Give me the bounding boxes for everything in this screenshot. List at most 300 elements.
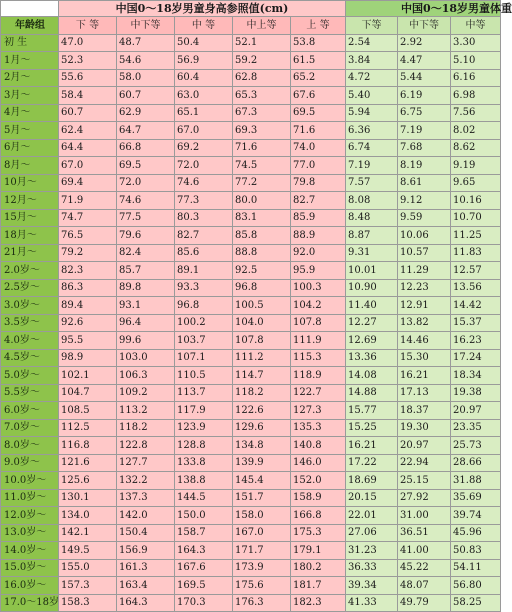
height-value-cell: 150.0 xyxy=(175,507,233,525)
height-value-cell: 60.7 xyxy=(59,104,117,122)
age-group-cell: 3.0岁～ xyxy=(1,297,59,315)
weight-value-cell: 31.23 xyxy=(346,542,398,560)
weight-value-cell: 13.36 xyxy=(346,349,398,367)
weight-value-cell: 16.23 xyxy=(451,332,501,350)
weight-value-cell: 9.65 xyxy=(451,174,501,192)
weight-value-cell: 10.90 xyxy=(346,279,398,297)
weight-value-cell: 13.82 xyxy=(398,314,451,332)
table-row xyxy=(1,559,501,577)
weight-value-cell: 5.94 xyxy=(346,104,398,122)
weight-value-cell: 2.92 xyxy=(398,34,451,52)
height-value-cell: 79.6 xyxy=(117,227,175,245)
height-value-cell: 63.0 xyxy=(175,87,233,105)
height-value-cell: 65.3 xyxy=(233,87,291,105)
height-value-cell: 122.8 xyxy=(117,437,175,455)
height-value-cell: 110.5 xyxy=(175,367,233,385)
height-value-cell: 100.5 xyxy=(233,297,291,315)
height-value-cell: 69.5 xyxy=(117,157,175,175)
weight-value-cell: 11.83 xyxy=(451,244,501,262)
height-value-cell: 89.1 xyxy=(175,262,233,280)
age-group-cell: 5.5岁～ xyxy=(1,384,59,402)
height-value-cell: 106.3 xyxy=(117,367,175,385)
weight-value-cell: 9.59 xyxy=(398,209,451,227)
height-value-cell: 118.2 xyxy=(233,384,291,402)
height-value-cell: 138.8 xyxy=(175,472,233,490)
height-value-cell: 93.1 xyxy=(117,297,175,315)
table-row xyxy=(1,34,501,52)
height-value-cell: 145.4 xyxy=(233,472,291,490)
height-value-cell: 116.8 xyxy=(59,437,117,455)
age-group-cell: 5月～ xyxy=(1,122,59,140)
table-row xyxy=(1,542,501,560)
height-value-cell: 47.0 xyxy=(59,34,117,52)
weight-value-cell: 39.34 xyxy=(346,577,398,595)
height-value-cell: 158.9 xyxy=(291,489,346,507)
weight-value-cell: 17.22 xyxy=(346,454,398,472)
weight-value-cell: 6.75 xyxy=(398,104,451,122)
height-value-cell: 67.0 xyxy=(175,122,233,140)
height-value-cell: 102.1 xyxy=(59,367,117,385)
weight-value-cell: 14.46 xyxy=(398,332,451,350)
height-value-cell: 111.2 xyxy=(233,349,291,367)
height-value-cell: 62.4 xyxy=(59,122,117,140)
table-row xyxy=(1,472,501,490)
table-row xyxy=(1,122,501,140)
height-value-cell: 74.6 xyxy=(175,174,233,192)
age-group-cell: 4.5岁～ xyxy=(1,349,59,367)
age-group-cell: 1月～ xyxy=(1,52,59,70)
weight-col-header: 中下等 xyxy=(398,17,451,35)
table-row xyxy=(1,244,501,262)
table-row xyxy=(1,52,501,70)
weight-value-cell: 15.25 xyxy=(346,419,398,437)
height-value-cell: 82.3 xyxy=(59,262,117,280)
height-value-cell: 161.3 xyxy=(117,559,175,577)
weight-value-cell: 36.51 xyxy=(398,524,451,542)
age-group-cell: 12.0岁～ xyxy=(1,507,59,525)
title-row xyxy=(1,1,501,17)
weight-value-cell: 9.31 xyxy=(346,244,398,262)
height-value-cell: 113.2 xyxy=(117,402,175,420)
weight-value-cell: 8.62 xyxy=(451,139,501,157)
height-value-cell: 118.2 xyxy=(117,419,175,437)
weight-value-cell: 13.56 xyxy=(451,279,501,297)
height-value-cell: 66.8 xyxy=(117,139,175,157)
height-value-cell: 67.0 xyxy=(59,157,117,175)
weight-value-cell: 11.25 xyxy=(451,227,501,245)
weight-value-cell: 25.15 xyxy=(398,472,451,490)
height-value-cell: 109.2 xyxy=(117,384,175,402)
table-row xyxy=(1,402,501,420)
age-group-cell: 4.0岁～ xyxy=(1,332,59,350)
weight-value-cell: 14.88 xyxy=(346,384,398,402)
height-value-cell: 67.3 xyxy=(233,104,291,122)
height-value-cell: 85.7 xyxy=(117,262,175,280)
height-value-cell: 104.0 xyxy=(233,314,291,332)
height-value-cell: 60.7 xyxy=(117,87,175,105)
height-value-cell: 79.8 xyxy=(291,174,346,192)
weight-value-cell: 6.98 xyxy=(451,87,501,105)
weight-value-cell: 49.79 xyxy=(398,594,451,612)
weight-value-cell: 11.29 xyxy=(398,262,451,280)
height-value-cell: 54.6 xyxy=(117,52,175,70)
height-value-cell: 62.8 xyxy=(233,69,291,87)
table-row xyxy=(1,577,501,595)
age-group-cell: 15.0岁～ xyxy=(1,559,59,577)
weight-value-cell: 3.84 xyxy=(346,52,398,70)
height-value-cell: 142.1 xyxy=(59,524,117,542)
height-value-cell: 65.1 xyxy=(175,104,233,122)
table-row xyxy=(1,437,501,455)
table-row xyxy=(1,594,501,612)
table-row xyxy=(1,332,501,350)
height-value-cell: 128.8 xyxy=(175,437,233,455)
age-group-cell: 16.0岁～ xyxy=(1,577,59,595)
height-value-cell: 104.2 xyxy=(291,297,346,315)
table-row xyxy=(1,139,501,157)
age-group-cell: 2.0岁～ xyxy=(1,262,59,280)
weight-value-cell: 54.11 xyxy=(451,559,501,577)
height-value-cell: 144.5 xyxy=(175,489,233,507)
height-value-cell: 114.7 xyxy=(233,367,291,385)
height-value-cell: 140.8 xyxy=(291,437,346,455)
height-value-cell: 132.2 xyxy=(117,472,175,490)
height-value-cell: 179.1 xyxy=(291,542,346,560)
weight-value-cell: 17.24 xyxy=(451,349,501,367)
height-value-cell: 173.9 xyxy=(233,559,291,577)
height-value-cell: 64.4 xyxy=(59,139,117,157)
height-value-cell: 69.3 xyxy=(233,122,291,140)
age-group-cell: 7.0岁～ xyxy=(1,419,59,437)
weight-value-cell: 8.87 xyxy=(346,227,398,245)
age-group-cell: 10.0岁～ xyxy=(1,472,59,490)
weight-value-cell: 6.74 xyxy=(346,139,398,157)
weight-value-cell: 10.70 xyxy=(451,209,501,227)
weight-value-cell: 7.57 xyxy=(346,174,398,192)
age-group-cell: 6月～ xyxy=(1,139,59,157)
height-value-cell: 55.6 xyxy=(59,69,117,87)
weight-value-cell: 58.25 xyxy=(451,594,501,612)
header-row xyxy=(1,17,501,35)
weight-value-cell: 48.07 xyxy=(398,577,451,595)
weight-value-cell: 31.88 xyxy=(451,472,501,490)
height-value-cell: 149.5 xyxy=(59,542,117,560)
age-group-cell: 15月～ xyxy=(1,209,59,227)
table-row xyxy=(1,192,501,210)
weight-value-cell: 4.72 xyxy=(346,69,398,87)
height-value-cell: 103.0 xyxy=(117,349,175,367)
table-row xyxy=(1,87,501,105)
height-value-cell: 117.9 xyxy=(175,402,233,420)
height-value-cell: 99.6 xyxy=(117,332,175,350)
height-value-cell: 107.8 xyxy=(233,332,291,350)
height-value-cell: 82.7 xyxy=(291,192,346,210)
height-value-cell: 107.1 xyxy=(175,349,233,367)
height-value-cell: 85.8 xyxy=(233,227,291,245)
table-row xyxy=(1,489,501,507)
weight-value-cell: 15.30 xyxy=(398,349,451,367)
weight-value-cell: 20.97 xyxy=(398,437,451,455)
weight-value-cell: 20.97 xyxy=(451,402,501,420)
height-value-cell: 111.9 xyxy=(291,332,346,350)
height-value-cell: 58.4 xyxy=(59,87,117,105)
weight-value-cell: 12.57 xyxy=(451,262,501,280)
height-value-cell: 53.8 xyxy=(291,34,346,52)
height-table-title: 中国0～18岁男童身高参照值(cm) xyxy=(59,1,346,17)
table-row xyxy=(1,157,501,175)
weight-value-cell: 45.96 xyxy=(451,524,501,542)
height-value-cell: 118.9 xyxy=(291,367,346,385)
weight-value-cell: 9.19 xyxy=(451,157,501,175)
height-value-cell: 158.3 xyxy=(59,594,117,612)
height-value-cell: 72.0 xyxy=(117,174,175,192)
height-value-cell: 69.2 xyxy=(175,139,233,157)
height-value-cell: 134.8 xyxy=(233,437,291,455)
weight-value-cell: 11.40 xyxy=(346,297,398,315)
weight-value-cell: 4.47 xyxy=(398,52,451,70)
weight-col-header: 下等 xyxy=(346,17,398,35)
height-value-cell: 72.0 xyxy=(175,157,233,175)
table-row xyxy=(1,69,501,87)
weight-value-cell: 8.61 xyxy=(398,174,451,192)
height-value-cell: 103.7 xyxy=(175,332,233,350)
height-value-cell: 125.6 xyxy=(59,472,117,490)
age-group-cell: 18月～ xyxy=(1,227,59,245)
height-value-cell: 77.2 xyxy=(233,174,291,192)
weight-value-cell: 5.44 xyxy=(398,69,451,87)
weight-value-cell: 7.56 xyxy=(451,104,501,122)
height-value-cell: 82.7 xyxy=(175,227,233,245)
weight-value-cell: 16.21 xyxy=(398,367,451,385)
age-group-cell: 3月～ xyxy=(1,87,59,105)
height-value-cell: 52.1 xyxy=(233,34,291,52)
weight-value-cell: 15.77 xyxy=(346,402,398,420)
age-group-cell: 2.5岁～ xyxy=(1,279,59,297)
height-value-cell: 134.0 xyxy=(59,507,117,525)
weight-value-cell: 19.30 xyxy=(398,419,451,437)
height-value-cell: 156.9 xyxy=(117,542,175,560)
height-value-cell: 62.9 xyxy=(117,104,175,122)
age-group-cell: 2月～ xyxy=(1,69,59,87)
height-value-cell: 146.0 xyxy=(291,454,346,472)
height-value-cell: 86.3 xyxy=(59,279,117,297)
height-value-cell: 142.0 xyxy=(117,507,175,525)
height-value-cell: 69.5 xyxy=(291,104,346,122)
weight-value-cell: 18.69 xyxy=(346,472,398,490)
height-value-cell: 48.7 xyxy=(117,34,175,52)
weight-value-cell: 8.48 xyxy=(346,209,398,227)
age-group-cell: 21月～ xyxy=(1,244,59,262)
weight-value-cell: 36.33 xyxy=(346,559,398,577)
height-value-cell: 76.5 xyxy=(59,227,117,245)
height-value-cell: 158.0 xyxy=(233,507,291,525)
height-value-cell: 96.4 xyxy=(117,314,175,332)
height-value-cell: 139.9 xyxy=(233,454,291,472)
height-value-cell: 152.0 xyxy=(291,472,346,490)
height-value-cell: 79.2 xyxy=(59,244,117,262)
age-group-cell: 11.0岁～ xyxy=(1,489,59,507)
height-value-cell: 176.3 xyxy=(233,594,291,612)
table-row xyxy=(1,419,501,437)
weight-value-cell: 10.06 xyxy=(398,227,451,245)
weight-value-cell: 6.19 xyxy=(398,87,451,105)
height-value-cell: 129.6 xyxy=(233,419,291,437)
weight-value-cell: 22.01 xyxy=(346,507,398,525)
weight-value-cell: 10.57 xyxy=(398,244,451,262)
height-col-header: 下 等 xyxy=(59,17,117,35)
age-group-cell: 6.0岁～ xyxy=(1,402,59,420)
height-value-cell: 92.6 xyxy=(59,314,117,332)
height-value-cell: 115.3 xyxy=(291,349,346,367)
height-value-cell: 151.7 xyxy=(233,489,291,507)
weight-value-cell: 17.13 xyxy=(398,384,451,402)
height-value-cell: 56.9 xyxy=(175,52,233,70)
weight-value-cell: 41.33 xyxy=(346,594,398,612)
weight-value-cell: 27.92 xyxy=(398,489,451,507)
age-group-cell: 14.0岁～ xyxy=(1,542,59,560)
weight-value-cell: 7.19 xyxy=(398,122,451,140)
height-value-cell: 107.8 xyxy=(291,314,346,332)
height-value-cell: 158.7 xyxy=(175,524,233,542)
table-row xyxy=(1,297,501,315)
height-value-cell: 166.8 xyxy=(291,507,346,525)
weight-value-cell: 45.22 xyxy=(398,559,451,577)
height-value-cell: 89.8 xyxy=(117,279,175,297)
height-value-cell: 112.5 xyxy=(59,419,117,437)
weight-value-cell: 28.66 xyxy=(451,454,501,472)
table-row xyxy=(1,279,501,297)
weight-value-cell: 8.19 xyxy=(398,157,451,175)
table-row xyxy=(1,349,501,367)
height-value-cell: 88.8 xyxy=(233,244,291,262)
table-row xyxy=(1,384,501,402)
height-value-cell: 164.3 xyxy=(175,542,233,560)
weight-value-cell: 8.02 xyxy=(451,122,501,140)
height-value-cell: 137.3 xyxy=(117,489,175,507)
table-row xyxy=(1,104,501,122)
height-value-cell: 104.7 xyxy=(59,384,117,402)
weight-table-title: 中国0～18岁男童体重 xyxy=(346,1,501,17)
table-body xyxy=(1,34,501,612)
weight-value-cell: 41.00 xyxy=(398,542,451,560)
height-value-cell: 95.5 xyxy=(59,332,117,350)
age-group-cell: 初 生 xyxy=(1,34,59,52)
height-value-cell: 64.7 xyxy=(117,122,175,140)
weight-value-cell: 18.34 xyxy=(451,367,501,385)
weight-value-cell: 6.16 xyxy=(451,69,501,87)
weight-value-cell: 7.68 xyxy=(398,139,451,157)
weight-value-cell: 39.74 xyxy=(451,507,501,525)
table-row xyxy=(1,314,501,332)
height-value-cell: 82.4 xyxy=(117,244,175,262)
height-value-cell: 74.0 xyxy=(291,139,346,157)
height-value-cell: 155.0 xyxy=(59,559,117,577)
weight-value-cell: 15.37 xyxy=(451,314,501,332)
table-row xyxy=(1,227,501,245)
height-col-header: 中 等 xyxy=(175,17,233,35)
table-row xyxy=(1,507,501,525)
weight-value-cell: 9.12 xyxy=(398,192,451,210)
height-value-cell: 121.6 xyxy=(59,454,117,472)
height-value-cell: 96.8 xyxy=(233,279,291,297)
height-value-cell: 113.7 xyxy=(175,384,233,402)
weight-value-cell: 12.23 xyxy=(398,279,451,297)
height-value-cell: 150.4 xyxy=(117,524,175,542)
height-value-cell: 127.3 xyxy=(291,402,346,420)
weight-value-cell: 3.30 xyxy=(451,34,501,52)
age-group-header: 年龄组 xyxy=(1,17,59,35)
weight-value-cell: 6.36 xyxy=(346,122,398,140)
height-value-cell: 77.5 xyxy=(117,209,175,227)
height-value-cell: 69.4 xyxy=(59,174,117,192)
weight-value-cell: 25.73 xyxy=(451,437,501,455)
table-row xyxy=(1,524,501,542)
height-value-cell: 108.5 xyxy=(59,402,117,420)
age-group-cell: 4月～ xyxy=(1,104,59,122)
height-value-cell: 92.0 xyxy=(291,244,346,262)
weight-value-cell: 14.08 xyxy=(346,367,398,385)
height-value-cell: 80.0 xyxy=(233,192,291,210)
height-value-cell: 122.7 xyxy=(291,384,346,402)
height-value-cell: 74.5 xyxy=(233,157,291,175)
weight-value-cell: 18.37 xyxy=(398,402,451,420)
height-value-cell: 100.2 xyxy=(175,314,233,332)
weight-col-header: 中等 xyxy=(451,17,501,35)
title-corner xyxy=(1,1,59,17)
height-value-cell: 122.6 xyxy=(233,402,291,420)
weight-value-cell: 5.10 xyxy=(451,52,501,70)
height-value-cell: 175.3 xyxy=(291,524,346,542)
weight-value-cell: 19.38 xyxy=(451,384,501,402)
weight-value-cell: 23.35 xyxy=(451,419,501,437)
weight-value-cell: 50.83 xyxy=(451,542,501,560)
height-value-cell: 167.0 xyxy=(233,524,291,542)
table-row xyxy=(1,262,501,280)
age-group-cell: 9.0岁～ xyxy=(1,454,59,472)
height-value-cell: 127.7 xyxy=(117,454,175,472)
height-value-cell: 85.9 xyxy=(291,209,346,227)
height-value-cell: 80.3 xyxy=(175,209,233,227)
weight-value-cell: 10.16 xyxy=(451,192,501,210)
height-value-cell: 74.7 xyxy=(59,209,117,227)
height-value-cell: 61.5 xyxy=(291,52,346,70)
height-value-cell: 71.9 xyxy=(59,192,117,210)
weight-value-cell: 56.80 xyxy=(451,577,501,595)
height-value-cell: 58.0 xyxy=(117,69,175,87)
age-group-cell: 5.0岁～ xyxy=(1,367,59,385)
height-value-cell: 71.6 xyxy=(291,122,346,140)
height-value-cell: 59.2 xyxy=(233,52,291,70)
height-value-cell: 175.6 xyxy=(233,577,291,595)
weight-value-cell: 12.69 xyxy=(346,332,398,350)
weight-value-cell: 22.94 xyxy=(398,454,451,472)
weight-value-cell: 12.91 xyxy=(398,297,451,315)
height-value-cell: 163.4 xyxy=(117,577,175,595)
weight-value-cell: 16.21 xyxy=(346,437,398,455)
height-value-cell: 50.4 xyxy=(175,34,233,52)
weight-value-cell: 14.42 xyxy=(451,297,501,315)
table-row xyxy=(1,209,501,227)
height-value-cell: 181.7 xyxy=(291,577,346,595)
age-group-cell: 12月～ xyxy=(1,192,59,210)
table-row xyxy=(1,174,501,192)
height-value-cell: 98.9 xyxy=(59,349,117,367)
height-value-cell: 169.5 xyxy=(175,577,233,595)
height-value-cell: 52.3 xyxy=(59,52,117,70)
height-value-cell: 170.3 xyxy=(175,594,233,612)
height-value-cell: 65.2 xyxy=(291,69,346,87)
height-value-cell: 182.3 xyxy=(291,594,346,612)
